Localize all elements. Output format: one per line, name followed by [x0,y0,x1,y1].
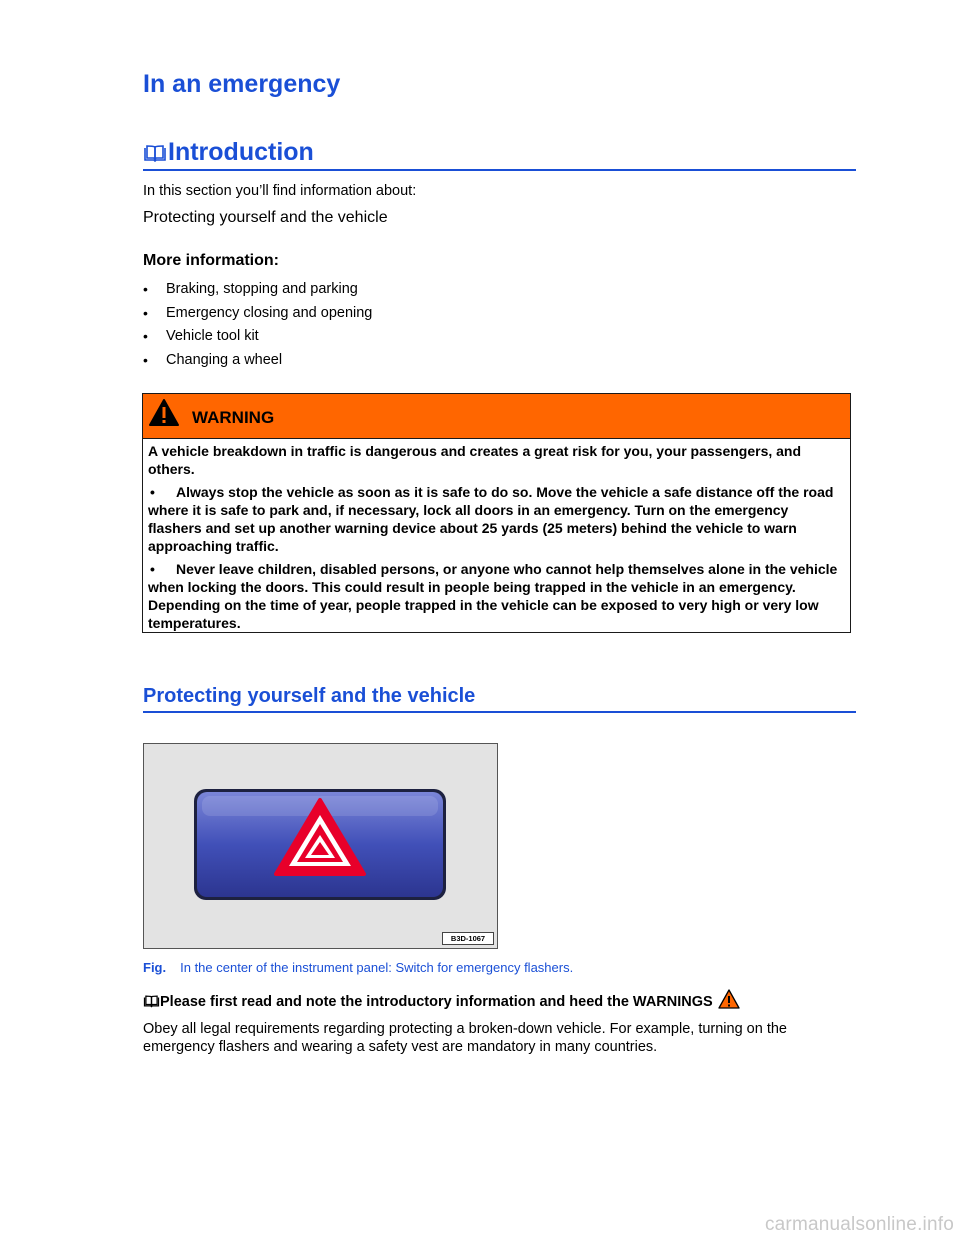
introduction-heading-text: Introduction [168,138,314,166]
warning-item [148,483,845,555]
warning-item [148,560,845,632]
list-item[interactable] [143,351,372,375]
bullet-icon: • [150,561,155,577]
list-item[interactable] [143,280,372,304]
protecting-link[interactable]: Protecting yourself and the vehicle [143,209,388,226]
warning-label: WARNING [192,408,275,427]
introduction-heading [143,138,856,171]
warning-triangle-icon [718,988,740,1010]
book-icon [143,143,167,163]
figure-caption-label: Fig. [143,960,167,975]
body-text: Obey all legal requirements regarding protecting a broken-down vehicle. For example, turning on the emergency flashers and wearing a safety vest are mandatory in many countries. [143,1021,787,1055]
figure-code: B3D-1067 [442,932,494,945]
bullet-icon: • [143,304,148,321]
warning-body [143,439,850,632]
page-title: In an emergency [143,70,341,98]
list-item-text: Vehicle tool kit [166,328,259,344]
warning-item-text: Always stop the vehicle as soon as it is safe to do so. Move the vehicle a safe distance off the road where it is safe to park and, if necessary, lock all doors in an emergency. Turn on the emergency flashers and set up another warning device about 25 yards (25 meters) behind the vehicle to warn approaching traffic. [148,484,834,554]
figure-caption-text: In the center of the instrument panel: Switch for emergency flashers. [180,960,574,975]
hazard-switch-figure [143,743,498,949]
protecting-heading: Protecting yourself and the vehicle [143,685,856,713]
list-item[interactable] [143,304,372,328]
warning-triangle-icon [148,398,180,428]
more-info-label: More information: [143,252,279,269]
figure-caption [143,960,573,975]
list-item-text: Emergency closing and opening [166,304,373,321]
book-icon [143,994,160,1008]
warning-box [142,393,851,633]
hazard-switch-icon [144,744,498,949]
bullet-icon: • [150,484,155,500]
warning-item-text: Never leave children, disabled persons, or anyone who cannot help themselves alone in the vehicle when locking the doors. This could result in people being trapped in the vehicle in an emergency. Depending on the time of year, people trapped in the vehicle can be exposed to very high or very low temperatures. [148,561,838,631]
bullet-icon: • [143,351,148,368]
list-item[interactable] [143,327,372,351]
more-info-list [143,280,372,374]
watermark: carmanualsonline.info [764,1214,954,1235]
intro-text: In this section you’ll find information about: [143,183,417,199]
bullet-icon: • [143,328,148,344]
read-note[interactable] [143,988,740,1010]
warning-lead: A vehicle breakdown in traffic is dangerous and creates a great risk for you, your passengers, and others. [148,443,802,477]
list-item-text: Changing a wheel [166,351,283,368]
list-item-text: Braking, stopping and parking [166,281,358,297]
read-note-text: Please first read and note the introductory information and heed the WARNINGS [160,994,713,1010]
bullet-icon: • [143,281,148,297]
warning-header [143,394,850,439]
